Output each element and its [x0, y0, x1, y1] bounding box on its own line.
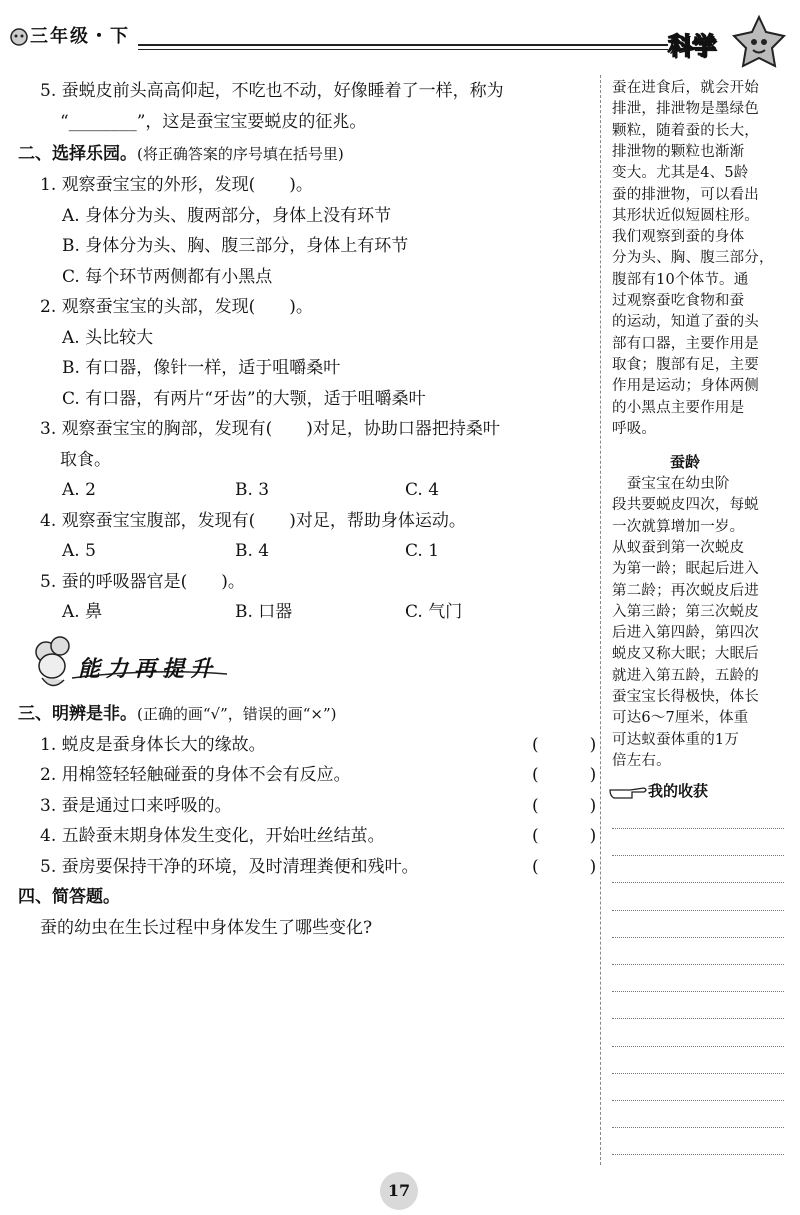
harvest-dotted-line: [612, 1100, 784, 1101]
sidebar-para1-line: 腹部有10个体节。通: [612, 271, 749, 288]
harvest-dotted-line: [612, 1018, 784, 1019]
sidebar-para1-line: 呼吸。: [612, 420, 657, 437]
page-number: 17: [380, 1172, 418, 1210]
sidebar-para1-line: 变大。尤其是4、5龄: [612, 165, 749, 182]
sidebar-divider: [600, 75, 601, 1165]
judge-item-2: 2. 用棉签轻轻触碰蚕的身体不会有反应。: [40, 765, 351, 785]
sidebar-para2-line: 可达蚁蚕体重的1万: [612, 731, 740, 748]
judge-item-4: 4. 五龄蚕末期身体发生变化，开始吐丝结茧。: [40, 826, 385, 846]
answer-paren-1[interactable]: ( ): [532, 735, 597, 755]
harvest-dotted-line: [612, 991, 784, 992]
sidebar-para2-line: 第二龄；再次蜕皮后进: [612, 582, 759, 599]
sidebar-para2-line: 后进入第四龄，第四次: [612, 625, 759, 642]
grade-label: 三年级・下: [30, 26, 130, 47]
q5-option-c: C. 气门: [405, 602, 463, 622]
sidebar-para1-line: 的运动，知道了蚕的头: [612, 314, 759, 331]
q4-option-c: C. 1: [405, 541, 440, 561]
sidebar-title-silkworm-age: 蚕龄: [670, 453, 701, 471]
section-2-title: [18, 143, 344, 165]
judge-item-3: 3. 蚕是通过口来呼吸的。: [40, 796, 232, 816]
sidebar-para1-line: 排泄物的颗粒也渐渐: [612, 143, 745, 160]
judge-item-5: 5. 蚕房要保持干净的环境，及时清理粪便和残叶。: [40, 857, 419, 877]
q5-option-a: A. 鼻: [62, 602, 103, 622]
q3-option-a: A. 2: [62, 480, 96, 500]
sidebar-para1-line: 取食；腹部有足，主要: [612, 356, 759, 373]
harvest-dotted-line: [612, 1046, 784, 1047]
star-mascot-icon: [730, 14, 788, 70]
harvest-dotted-line: [612, 910, 784, 911]
sidebar-para1-line: 部有口器，主要作用是: [612, 335, 759, 352]
sidebar-para1-line: 颗粒，随着蚕的长大，: [612, 122, 759, 139]
my-harvest-label: 我的收获: [648, 782, 709, 800]
sidebar-para1-line: 分为头、胸、腹三部分，: [612, 250, 774, 267]
q4-option-a: A. 5: [62, 541, 96, 561]
q5-stem: 5. 蚕的呼吸器官是( )。: [40, 572, 245, 592]
section-3-heading: 三、明辨是非。: [18, 704, 137, 724]
q4-stem: 4. 观察蚕宝宝腹部，发现有( )对足，帮助身体运动。: [40, 511, 466, 531]
cartoon-mascot-icon: [8, 26, 30, 48]
section-3-title: [18, 703, 337, 725]
subject-label: 科学: [668, 32, 716, 60]
q3-stem-line1: 3. 观察蚕宝宝的胸部，发现有( )对足，协助口器把持桑叶: [40, 419, 500, 439]
harvest-dotted-line: [612, 1073, 784, 1074]
q1-option-a: A. 身体分为头、腹两部分，身体上没有环节: [62, 206, 392, 226]
q1-stem: 1. 观察蚕宝宝的外形，发现( )。: [40, 175, 313, 195]
answer-paren-3[interactable]: ( ): [532, 796, 597, 816]
section-4-title: 四、简答题。: [18, 887, 120, 907]
sidebar-para2-line: 段共要蜕皮四次，每蜕: [612, 497, 759, 514]
harvest-dotted-line: [612, 855, 784, 856]
sidebar-para1-line: 过观察蚕吃食物和蚕: [612, 293, 745, 309]
sidebar-para2-line: 倍左右。: [612, 752, 671, 769]
sidebar-para1-line: 蚕的排泄物，可以看出: [612, 186, 759, 203]
judge-item-1: 1. 蜕皮是蚕身体长大的缘故。: [40, 735, 266, 755]
q1-option-b: B. 身体分为头、胸、腹三部分，身体上有环节: [62, 236, 409, 256]
sidebar-para2-line: 就进入第五龄，五龄的: [612, 667, 759, 684]
sidebar-para1-line: 排泄，排泄物是墨绿色: [612, 101, 759, 118]
fill-item-5-line2: “________”，这是蚕宝宝要蜕皮的征兆。: [60, 112, 367, 132]
q2-stem: 2. 观察蚕宝宝的头部，发现( )。: [40, 297, 313, 317]
page-header: [0, 0, 800, 70]
sidebar-para1-line: 的小黑点主要作用是: [612, 399, 745, 416]
section-2-note: (将正确答案的序号填在括号里): [137, 145, 344, 163]
section-2-heading: 二、选择乐园。: [18, 144, 137, 164]
q2-option-b: B. 有口器，像针一样，适于咀嚼桑叶: [62, 358, 341, 378]
short-answer-question: 蚕的幼虫在生长过程中身体发生了哪些变化?: [40, 918, 373, 938]
sidebar-para1-line: 作用是运动；身体两侧: [612, 378, 759, 395]
header-rule-thin: [138, 49, 668, 50]
q2-option-a: A. 头比较大: [62, 328, 154, 348]
harvest-dotted-line: [612, 937, 784, 938]
sidebar-para1-line: 我们观察到蚕的身体: [612, 229, 745, 246]
q3-option-c: C. 4: [405, 480, 440, 500]
harvest-dotted-line: [612, 828, 784, 829]
answer-paren-2[interactable]: ( ): [532, 765, 597, 785]
fill-item-5-line1: 5. 蚕蜕皮前头高高仰起，不吃也不动，好像睡着了一样，称为: [40, 81, 504, 101]
sidebar-para2-line: 可达6～7厘米，体重: [612, 710, 749, 727]
sidebar-para1-line: 蚕在进食后，就会开始: [612, 80, 759, 96]
q2-option-c: C. 有口器，有两片“牙齿”的大颚，适于咀嚼桑叶: [62, 389, 426, 409]
sidebar-para2-line: 蚕宝宝长得极快，体长: [612, 689, 759, 705]
harvest-dotted-line: [612, 882, 784, 883]
banner-title: 能力再提升: [78, 657, 219, 682]
sidebar-para2-line: 一次就算增加一岁。: [612, 518, 745, 535]
harvest-dotted-line: [612, 1127, 784, 1128]
q3-option-b: B. 3: [235, 480, 270, 500]
q1-option-c: C. 每个环节两侧都有小黑点: [62, 267, 273, 287]
answer-paren-5[interactable]: ( ): [532, 857, 597, 877]
sidebar-para1-line: 其形状近似短圆柱形。: [612, 207, 759, 224]
sidebar-para2-line: 为第一龄；眠起后进入: [612, 561, 759, 578]
sidebar-para2-line: 蚕宝宝在幼虫阶: [612, 476, 730, 492]
sidebar-para2-line: 蜕皮又称大眠；大眠后: [612, 646, 759, 663]
header-rule: [138, 44, 668, 46]
sidebar-para2-line: 入第三龄；第三次蜕皮: [612, 603, 759, 620]
harvest-dotted-line: [612, 964, 784, 965]
pointing-hand-icon: [608, 780, 648, 802]
harvest-dotted-line: [612, 1154, 784, 1155]
q4-option-b: B. 4: [235, 541, 270, 561]
q3-stem-line2: 取食。: [60, 450, 111, 470]
q5-option-b: B. 口器: [235, 602, 293, 622]
section-3-note: (正确的画“√”，错误的画“×”): [137, 705, 337, 723]
sidebar-para2-line: 从蚁蚕到第一次蜕皮: [612, 539, 745, 556]
answer-paren-4[interactable]: ( ): [532, 826, 597, 846]
